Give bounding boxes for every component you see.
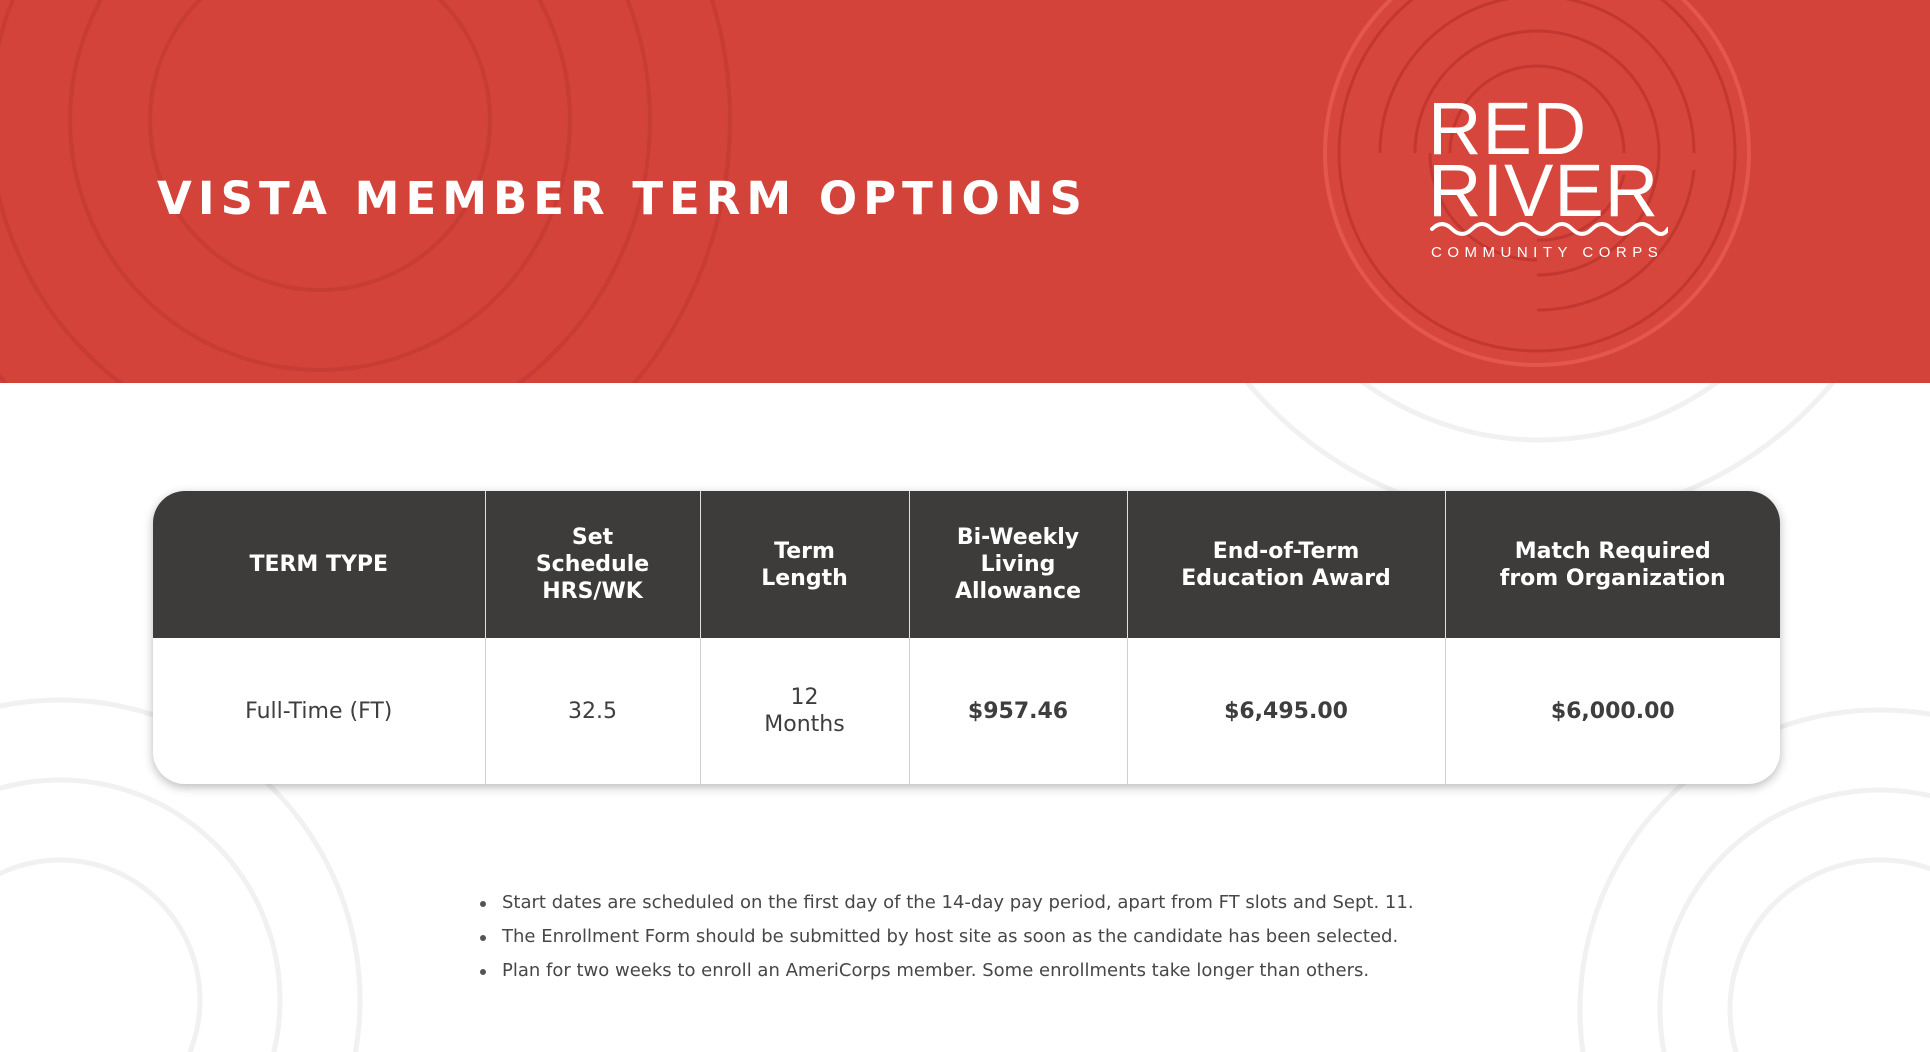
- logo-wordmark-river: RIVER: [1428, 149, 1660, 232]
- column-header-schedule: Set Schedule HRS/WK: [485, 491, 700, 638]
- cell-allowance: $957.46: [909, 638, 1127, 784]
- bullet-icon: [480, 935, 486, 941]
- list-item: [480, 920, 1480, 954]
- column-header-term-type: TERM TYPE: [153, 491, 485, 638]
- cell-match: $6,000.00: [1550, 698, 1675, 724]
- list-item: [480, 954, 1480, 988]
- term-options-table: [153, 491, 1780, 784]
- note-text: Plan for two weeks to enroll an AmeriCorps member. Some enrollments take longer than others.: [502, 960, 1370, 981]
- page-title: VISTA MEMBER TERM OPTIONS: [157, 172, 1088, 225]
- term-options-table-card: [153, 491, 1780, 784]
- column-header-allowance: Bi-Weekly Living Allowance: [909, 491, 1127, 638]
- header-banner: [0, 0, 1930, 383]
- note-text: The Enrollment Form should be submitted by host site as soon as the candidate has been selected.: [502, 926, 1399, 947]
- column-header-education-award: End-of-Term Education Award: [1127, 491, 1445, 638]
- bullet-icon: [480, 901, 486, 907]
- logo-wordmark-red: RED: [1428, 87, 1588, 170]
- cell-term-type: Full-Time (FT): [153, 638, 485, 784]
- cell-term-length: 12 Months: [700, 638, 909, 784]
- cell-education-award: $6,495.00: [1127, 638, 1445, 784]
- column-header-match: Match Required from Organization: [1445, 491, 1780, 638]
- logo-subtitle: COMMUNITY CORPS: [1431, 244, 1664, 261]
- notes-list: [480, 886, 1480, 988]
- table-header-row: [153, 491, 1780, 638]
- logo-wave-icon: [1430, 220, 1668, 238]
- table-row: [153, 638, 1780, 784]
- note-text: Start dates are scheduled on the first day of the 14-day pay period, apart from FT slots and Sept. 11.: [502, 892, 1414, 913]
- cell-hours: 32.5: [485, 638, 700, 784]
- bullet-icon: [480, 969, 486, 975]
- list-item: [480, 886, 1480, 920]
- column-header-term-length: Term Length: [700, 491, 909, 638]
